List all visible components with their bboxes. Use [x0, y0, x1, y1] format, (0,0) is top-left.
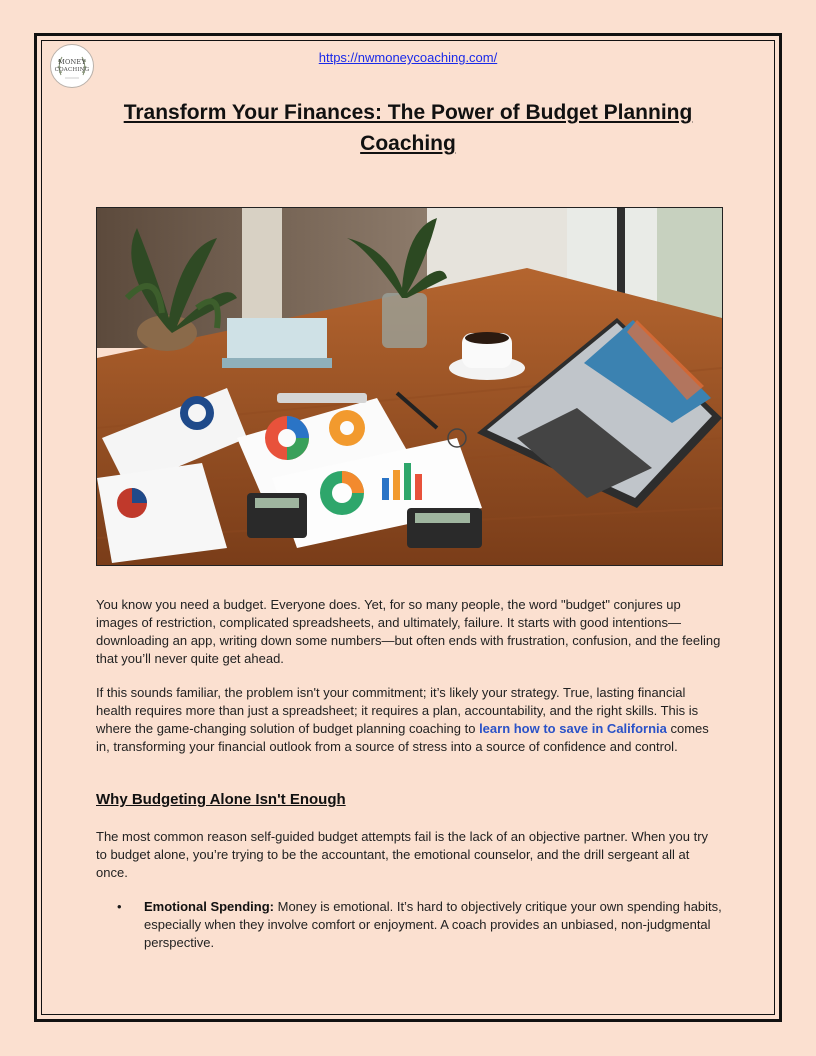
save-in-california-link[interactable]: learn how to save in California — [479, 721, 667, 736]
list-item-emotional-spending — [144, 898, 722, 952]
intro-paragraph: You know you need a budget. Everyone does. Yet, for so many people, the word "budget" conjures up images of restriction, complicated spreadsheets, and ultimately, failure. It starts with good intentions—downloading an app, writing down some numbers—but often ends with frustration, confusion, and the feeling that you’ll never quite get ahead. — [96, 597, 721, 666]
site-url-link[interactable]: https://nwmoneycoaching.com/ — [318, 50, 498, 65]
section-heading-why-budgeting: Why Budgeting Alone Isn't Enough — [96, 791, 346, 808]
page-title: Transform Your Finances: The Power of Budget Planning Coaching — [123, 101, 693, 155]
logo-text-top: MONEY — [58, 58, 86, 66]
bullet-dot-icon: • — [117, 899, 122, 914]
strategy-paragraph — [96, 684, 722, 756]
bullet-term: Emotional Spending: — [144, 899, 274, 914]
bullet-description: Money is emotional. It’s hard to objectively critique your own spending habits, especially when they involve comfort or enjoyment. A coach provides an unbiased, non-judgmental perspective. — [144, 899, 722, 950]
logo-text-bottom: COACHING — [54, 67, 90, 73]
hero-image-desk-budget — [96, 207, 723, 566]
strategy-text-start: If this sounds familiar, the problem isn't your commitment; it’s likely your strategy. True, lasting financial health requires more than just a spreadsheet; it requires a plan, accountability, and the right skills. This is where the game-changing solution of budget planning coaching to — [96, 685, 699, 736]
strategy-text-end: comes in, transforming your financial outlook from a source of stress into a source of confidence and control. — [96, 721, 709, 754]
objective-partner-paragraph: The most common reason self-guided budget attempts fail is the lack of an objective partner. When you try to budget alone, you’re trying to be the accountant, the emotional counselor, and the drill sergeant all at once. — [96, 829, 709, 880]
